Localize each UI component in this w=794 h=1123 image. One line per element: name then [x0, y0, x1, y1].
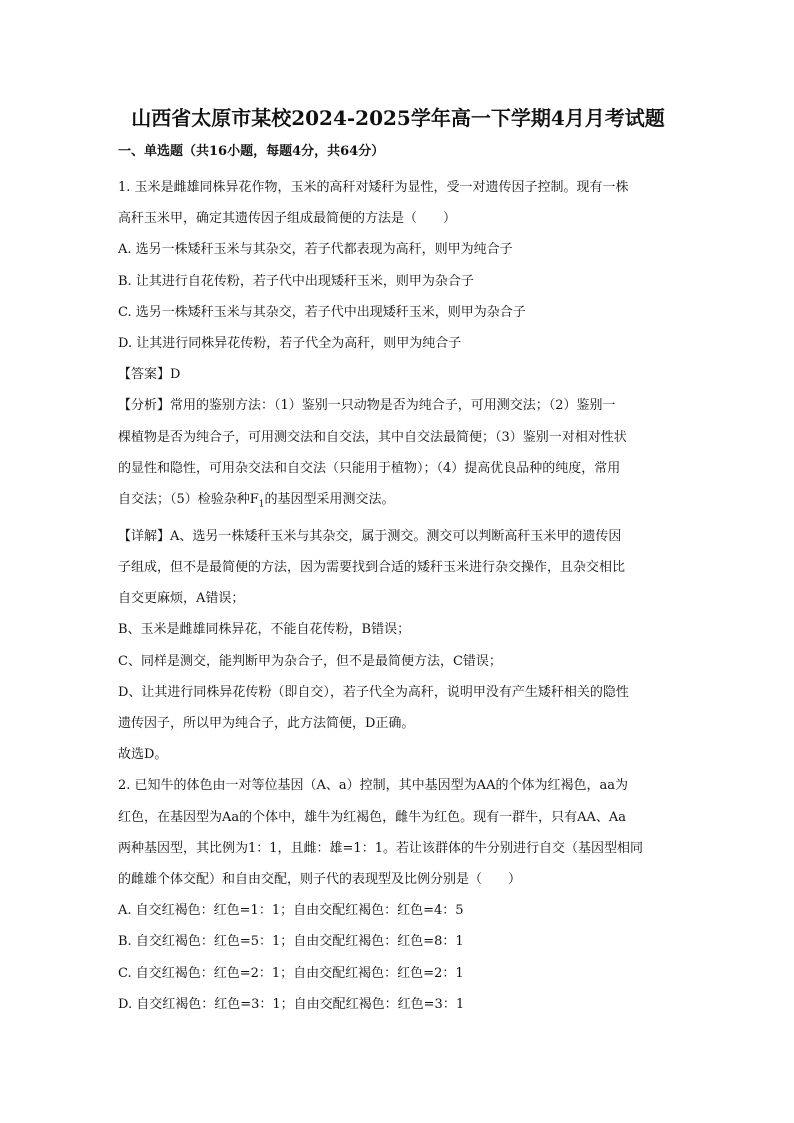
- question-1-detail-d-line-2: 遗传因子，所以甲为纯合子，此方法简便，D正确。: [118, 716, 415, 732]
- question-1-stem-line-2: 高秆玉米甲，确定其遗传因子组成最简便的方法是（ ）: [118, 211, 457, 227]
- question-1-answer: [118, 359, 678, 390]
- question-1-analysis-line-3: 的显性和隐性，可用杂交法和自交法（只能用于植物）；（4）提高优良品种的纯度，常用: [118, 460, 621, 476]
- question-1: [118, 172, 678, 770]
- analysis-tag: 【分析】: [118, 398, 171, 414]
- question-1-detail-line-1: [118, 521, 678, 552]
- question-2-stem-line-4: 的雌雄个体交配）和自由交配，则子代的表现型及比例分别是（ ）: [118, 872, 522, 888]
- answer-value: D: [170, 367, 181, 383]
- analysis-subscript: 1: [258, 499, 265, 510]
- question-2-stem-line-2: 红色，在基因型为Aa的个体中，雄牛为红褐色，雌牛为红色。现有一群牛，只有AA、Aa: [118, 809, 627, 825]
- answer-tag: 【答案】: [118, 367, 171, 383]
- question-2-option-c: C. 自交红褐色：红色=2：1；自由交配红褐色：红色=2：1: [118, 965, 464, 981]
- question-1-detail-d-line-1: D、让其进行同株异花传粉（即自交），若子代全为高秆，说明甲没有产生矮秆相关的隐性: [118, 684, 629, 700]
- question-1-option-d: D. 让其进行同株异花传粉，若子代全为高秆，则甲为纯合子: [118, 336, 462, 352]
- question-1-detail-b: B、玉米是雌雄同株异花，不能自花传粉，B错误；: [118, 622, 411, 638]
- exam-page: [118, 104, 678, 1020]
- question-1-option-b: B. 让其进行自花传粉，若子代中出现矮秆玉米，则甲为杂合子: [118, 273, 474, 289]
- detail-tag: 【详解】: [118, 528, 171, 544]
- analysis-text-4a: 自交法；（5）检验杂种F: [118, 492, 259, 508]
- question-1-detail-line-3: 自交更麻烦，A错误；: [118, 591, 245, 607]
- question-2-option-d: D. 自交红褐色：红色=3：1；自由交配红褐色：红色=3：1: [118, 996, 465, 1012]
- question-2-stem-line-1: 2. 已知牛的体色由一对等位基因（A、a）控制，其中基因型为AA的个体为红褐色，aa为: [118, 778, 628, 794]
- question-1-option-c: C. 选另一株矮秆玉米与其杂交，若子代中出现矮秆玉米，则甲为杂合子: [118, 304, 526, 320]
- question-1-detail-c: C、同样是测交，能判断甲为杂合子，但不是最简便方法，C错误；: [118, 653, 502, 669]
- question-1-analysis-line-2: 棵植物是否为纯合子，可用测交法和自交法，其中自交法最简便；（3）鉴别一对相对性状: [118, 429, 627, 445]
- question-1-detail-line-2: 子组成，但不是最简便的方法，因为需要找到合适的矮秆玉米进行杂交操作，且杂交相比: [118, 560, 626, 576]
- question-1-conclusion: 故选D。: [118, 747, 168, 763]
- question-2-stem-line-3: 两种基因型，其比例为1：1，且雌：雄=1：1。若让该群体的牛分别进行自交（基因型相同: [118, 840, 643, 856]
- detail-text-1: A、选另一株矮秆玉米与其杂交，属于测交。测交可以判断高秆玉米甲的遗传因: [170, 528, 622, 544]
- question-1-analysis-line-4: [118, 484, 678, 521]
- question-1-stem-line-1: 1. 玉米是雌雄同株异花作物，玉米的高秆对矮秆为显性，受一对遗传因子控制。现有一株: [118, 180, 629, 195]
- question-2-option-b: B. 自交红褐色：红色=5：1；自由交配红褐色：红色=8：1: [118, 934, 464, 950]
- analysis-text-1: 常用的鉴别方法：（1）鉴别一只动物是否为纯合子，可用测交法；（2）鉴别一: [170, 398, 616, 414]
- question-1-analysis-line-1: [118, 390, 678, 421]
- question-2-option-a: A. 自交红褐色：红色=1：1；自由交配红褐色：红色=4：5: [118, 903, 464, 919]
- exam-title: 山西省太原市某校2024-2025学年高一下学期4月月考试题: [131, 106, 665, 130]
- question-1-option-a: A. 选另一株矮秆玉米与其杂交，若子代都表现为高秆，则甲为纯合子: [118, 242, 513, 258]
- analysis-text-4b: 的基因型采用测交法。: [264, 492, 395, 508]
- section-heading: 一、单选题（共16小题，每题4分，共64分）: [118, 144, 385, 159]
- question-2: [118, 770, 678, 1020]
